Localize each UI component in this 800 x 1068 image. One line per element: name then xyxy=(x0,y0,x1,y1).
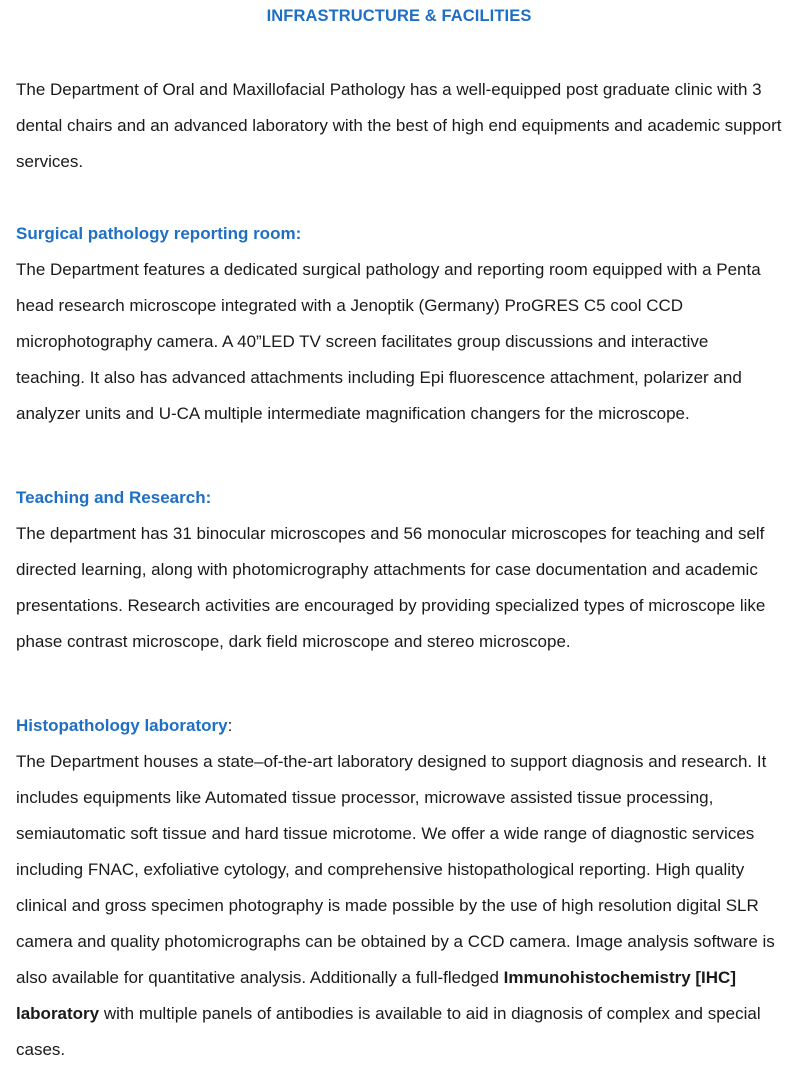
section-heading-wrapper xyxy=(16,708,782,744)
section-body xyxy=(16,744,782,1068)
section-histopathology xyxy=(16,708,782,1068)
section-body-text-end: with multiple panels of antibodies is available to aid in diagnosis of complex and special cases. xyxy=(16,1004,761,1059)
section-heading: Surgical pathology reporting room: xyxy=(16,224,302,243)
ihc-lab-emphasis: Immunohistochemistry [IHC] laboratory xyxy=(16,968,736,1023)
section-body: The department has 31 binocular microscopes and 56 monocular microscopes for teaching and self directed learning, along with photomicrography attachments for case documentation and academic presentations. Research activities are encouraged by providing specialized types of microscope like phase contrast microscope, dark field microscope and stereo microscope. xyxy=(16,524,766,651)
section-teaching-research xyxy=(16,480,782,660)
section-heading: Teaching and Research: xyxy=(16,488,212,507)
section-heading-colon: : xyxy=(227,716,233,735)
intro-paragraph: The Department of Oral and Maxillofacial Pathology has a well-equipped post graduate clinic with 3 dental chairs and an advanced laboratory with the best of high end equipments and academic support services. xyxy=(16,80,782,171)
section-body: The Department features a dedicated surgical pathology and reporting room equipped with a Penta head research microscope integrated with a Jenoptik (Germany) ProGRES C5 cool CCD microphotography camera. A 40”LED TV screen facilitates group discussions and interactive teaching. It also has advanced attachments including Epi fluorescence attachment, polarizer and analyzer units and U-CA multiple intermediate magnification changers for the microscope. xyxy=(16,260,761,423)
section-heading: Histopathology laboratory xyxy=(16,716,228,735)
page-title: INFRASTRUCTURE & FACILITIES xyxy=(266,7,532,25)
section-body-text: The Department houses a state–of-the-art laboratory designed to support diagnosis and research. It includes equipments like Automated tissue processor, microwave assisted tissue processing, semiautomatic soft tissue and hard tissue microtome. We offer a wide range of diagnostic services including FNAC, exfoliative cytology, and comprehensive histopathological reporting. High quality clinical and gross specimen photography is made possible by the use of high resolution digital SLR camera and quality photomicrographs can be obtained by a CCD camera. Image analysis software is also available for quantitative analysis. Additionally a full-fledged xyxy=(16,752,775,987)
section-surgical-pathology xyxy=(16,216,782,432)
